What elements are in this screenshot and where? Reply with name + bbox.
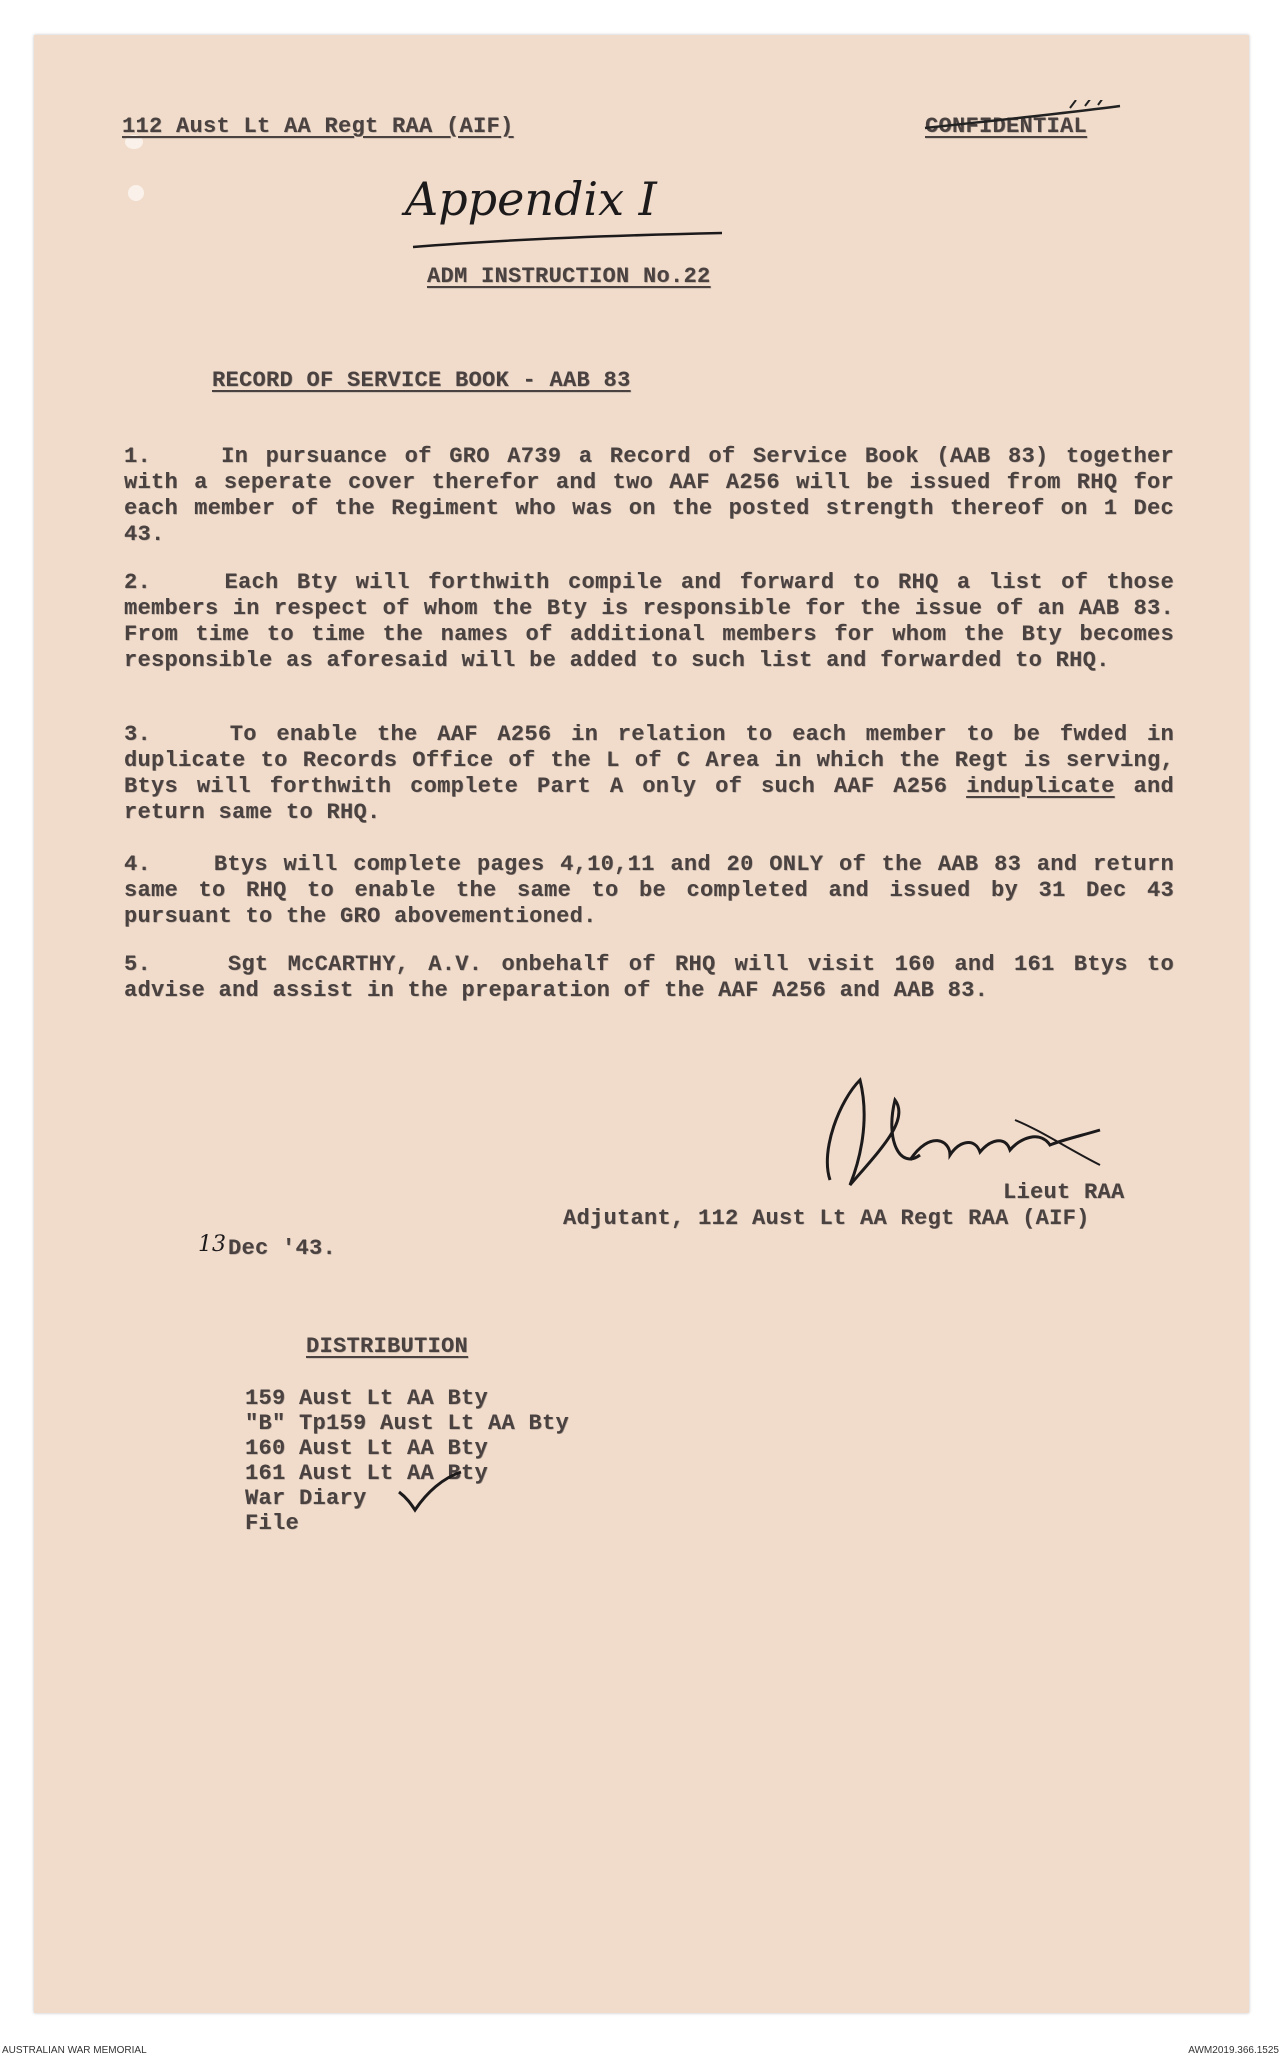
footer-source: AUSTRALIAN WAR MEMORIAL [2, 2045, 147, 2056]
paragraph-number: 1. [124, 444, 152, 469]
paragraph-text: Sgt McCARTHY, A.V. onbehalf of RHQ will visit 160 and 161 Btys to advise and assist in the preparation of the AAF A256 and AAB 83. [124, 952, 1174, 1003]
paragraph-5 [124, 952, 1174, 1004]
distribution-heading: DISTRIBUTION [306, 1334, 469, 1359]
date-day-handwritten: 13 [198, 1232, 226, 1257]
distribution-item: File [245, 1511, 300, 1536]
subject-heading: RECORD OF SERVICE BOOK - AAB 83 [212, 368, 631, 393]
paragraph-3 [124, 722, 1174, 826]
unit-heading: 112 Aust Lt AA Regt RAA (AIF) [122, 114, 514, 139]
paragraph-text: In pursuance of GRO A739 a Record of Service Book (AAB 83) together with a seperate cover therefor and two AAF A256 will be issued from RHQ for each member of the Regiment who was on the posted strength thereof on 1 Dec 43. [124, 444, 1174, 547]
signatory-appointment: Adjutant, 112 Aust Lt AA Regt RAA (AIF) [563, 1206, 1090, 1231]
paragraph-number: 2. [124, 570, 152, 595]
distribution-item: War Diary [245, 1486, 367, 1511]
footer-accession-number: AWM2019.366.1525 [1188, 2045, 1279, 2056]
paragraph-4 [124, 852, 1174, 930]
paragraph-2 [124, 570, 1174, 674]
paragraph-underlined-text: induplicate [966, 774, 1115, 799]
paragraph-text: and return same to RHQ. [124, 774, 1174, 825]
punch-hole [128, 185, 144, 201]
paragraph-text: Btys will complete pages 4,10,11 and 20 ONLY of the AAB 83 and return same to RHQ to enable the same to be completed and issued by 31 Dec 43 pursuant to the GRO abovementioned. [124, 852, 1174, 929]
date-typed: Dec '43. [228, 1236, 337, 1261]
distribution-item: "B" Tp159 Aust Lt AA Bty [245, 1411, 570, 1436]
distribution-item: 160 Aust Lt AA Bty [245, 1436, 489, 1461]
document-page [34, 35, 1249, 2013]
annotation-underline-icon [410, 225, 730, 255]
checkmark-icon [395, 1470, 465, 1515]
paragraph-1 [124, 444, 1174, 548]
paragraph-number: 5. [124, 952, 152, 977]
document-title: ADM INSTRUCTION No.22 [427, 264, 711, 289]
paragraph-number: 4. [124, 852, 152, 877]
paragraph-number: 3. [124, 722, 152, 747]
classification-stamp: CONFIDENTIAL [925, 114, 1088, 139]
signatory-rank: Lieut RAA [1003, 1180, 1125, 1205]
distribution-item: 161 Aust Lt AA Bty [245, 1461, 489, 1486]
paragraph-text: To enable the AAF A256 in relation to each member to be fwded in duplicate to Records Office of the L of C Area in which the Regt is serving, Btys will forthwith complete Part A only of such AAF A256 [124, 722, 1175, 799]
distribution-item: 159 Aust Lt AA Bty [245, 1386, 489, 1411]
paragraph-text: Each Bty will forthwith compile and forward to RHQ a list of those members in respect of whom the Bty is responsible for the issue of an AAB 83. From time to time the names of additional members for whom the Bty becomes responsible as aforesaid will be added to such list and forwarded to RHQ. [124, 570, 1174, 673]
signature-icon [800, 1060, 1120, 1200]
appendix-annotation: Appendix I [405, 172, 657, 226]
classification-strike-icon [920, 100, 1130, 140]
